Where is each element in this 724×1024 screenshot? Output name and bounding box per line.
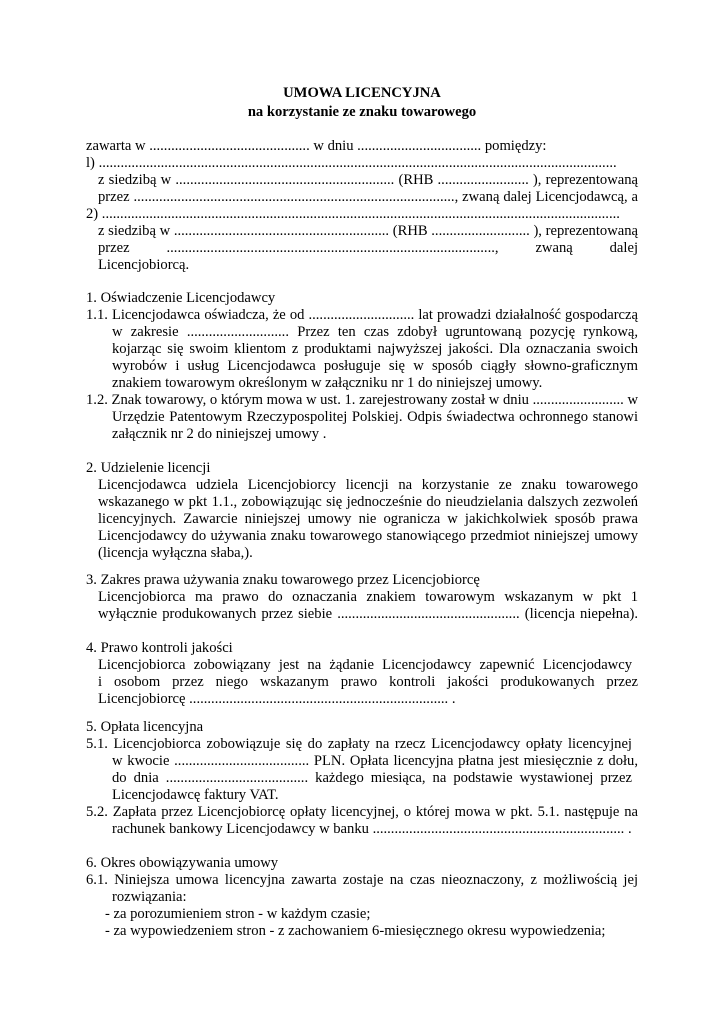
section-1-text: kojarząc się swoim klientom z produktami najwyższej jakości. Dla oznaczania swoich bbox=[112, 341, 638, 357]
section-1-heading: 1. Oświadczenie Licencjodawcy bbox=[86, 290, 276, 306]
section-5-text: w kwocie ..................................... PLN. Opłata licencyjna płatna jest miesięcznie z dołu, bbox=[112, 753, 638, 769]
party-2-name-line: 2) .............................................................................................................................................. bbox=[86, 206, 620, 222]
section-4-text: i osobom przez niego wskazanym prawo kontroli jakości produkowanych przez bbox=[98, 674, 638, 690]
section-6-list-item: - za porozumieniem stron - w każdym czasie; bbox=[105, 906, 371, 922]
section-1-text: 1.1. Licencjodawca oświadcza, że od ............................. lat prowadzi działalność gospodarczą bbox=[86, 307, 638, 323]
parties-line: zawarta w ............................................ w dniu .................................. pomiędzy: bbox=[86, 138, 547, 154]
section-6-heading: 6. Okres obowiązywania umowy bbox=[86, 855, 279, 871]
section-1-text: wyrobów i usług Licencjodawca posługuje się w sposób ciągły słowno-graficznym bbox=[112, 358, 638, 374]
section-2-heading: 2. Udzielenie licencji bbox=[86, 460, 211, 476]
section-6-list-item: - za wypowiedzeniem stron - z zachowaniem 6-miesięcznego okresu wypowiedzenia; bbox=[105, 923, 606, 939]
section-5-text: 5.2. Zapłata przez Licencjobiorcę opłaty licencyjnej, o której mowa w pkt. 5.1. następuje na bbox=[86, 804, 638, 820]
section-1-text: załącznik nr 2 do niniejszej umowy . bbox=[112, 426, 327, 442]
section-5-text: Licencjodawcę faktury VAT. bbox=[112, 787, 279, 803]
section-4-text: Licencjobiorca zobowiązany jest na żądanie Licencjodawcy zapewnić Licencjodawcy bbox=[98, 657, 632, 673]
party-2-role-line: Licencjobiorcą. bbox=[98, 257, 190, 273]
party-1-seat-line: z siedzibą w ............................................................ (RHB ......................... ), reprezentowaną bbox=[98, 172, 638, 188]
section-1-text: w zakresie ............................ Przez ten czas zdobył ugruntowaną pozycję rynkową, bbox=[112, 324, 638, 340]
document-subtitle: na korzystanie ze znaku towarowego bbox=[247, 104, 477, 120]
section-5-heading: 5. Opłata licencyjna bbox=[86, 719, 204, 735]
section-6-text: rozwiązania: bbox=[112, 889, 187, 905]
section-4-text: Licencjobiorcę ....................................................................... . bbox=[98, 691, 456, 707]
section-1-text: 1.2. Znak towarowy, o którym mowa w ust. 1. zarejestrowany został w dniu ......................... w bbox=[86, 392, 638, 408]
section-1-text: znakiem towarowym określonym w załączniku nr 1 do niniejszej umowy. bbox=[112, 375, 543, 391]
section-4-heading: 4. Prawo kontroli jakości bbox=[86, 640, 233, 656]
party-1-represented-line: przez ........................................................................................, zwaną dalej Licencjodawcą, a bbox=[98, 189, 638, 205]
section-1-text: Urzędzie Patentowym Rzeczypospolitej Polskiej. Odpis świadectwa ochronnego stanowi bbox=[112, 409, 638, 425]
party-1-name-line: l) .............................................................................................................................................. bbox=[86, 155, 617, 171]
section-2-text: wskazanego w pkt 1.1., zobowiązując się jednocześnie do nieudzielania dalszych zezwoleń bbox=[98, 494, 638, 510]
section-3-text: wyłącznie produkowanych przez siebie .................................................. (licencja niepełna). bbox=[98, 606, 638, 622]
section-2-text: (licencja wyłączna słaba,). bbox=[98, 545, 253, 561]
section-5-text: 5.1. Licencjobiorca zobowiązuje się do zapłaty na rzecz Licencjodawcy opłaty licencyjnej bbox=[86, 736, 632, 752]
section-5-text: do dnia ....................................... każdego miesiąca, na podstawie wystawionej przez bbox=[112, 770, 632, 786]
party-2-seat-line: z siedzibą w ........................................................... (RHB ........................... ), reprezentowaną bbox=[98, 223, 638, 239]
section-2-text: Licencjodawca udziela Licencjobiorcy licencji na korzystanie ze znaku towarowego bbox=[98, 477, 638, 493]
section-6-text: 6.1. Niniejsza umowa licencyjna zawarta zostaje na czas nieoznaczony, z możliwością jej bbox=[86, 872, 638, 888]
party-2-represented-line: przez .........................................................................................., zwaną dalej bbox=[98, 240, 638, 256]
section-3-text: Licencjobiorca ma prawo do oznaczania znakiem towarowym wskazanym w pkt 1 bbox=[98, 589, 638, 605]
document-title: UMOWA LICENCYJNA bbox=[283, 85, 441, 101]
section-2-text: licencyjnych. Zawarcie niniejszej umowy nie ogranicza w jakichkolwiek sposób prawa bbox=[98, 511, 638, 527]
section-3-heading: 3. Zakres prawa używania znaku towarowego przez Licencjobiorcę bbox=[86, 572, 480, 588]
section-5-text: rachunek bankowy Licencjodawcy w banku ..................................................................... . bbox=[112, 821, 632, 837]
section-2-text: Licencjodawcy do używania znaku towarowego stanowiącego przedmiot niniejszej umowy bbox=[98, 528, 638, 544]
